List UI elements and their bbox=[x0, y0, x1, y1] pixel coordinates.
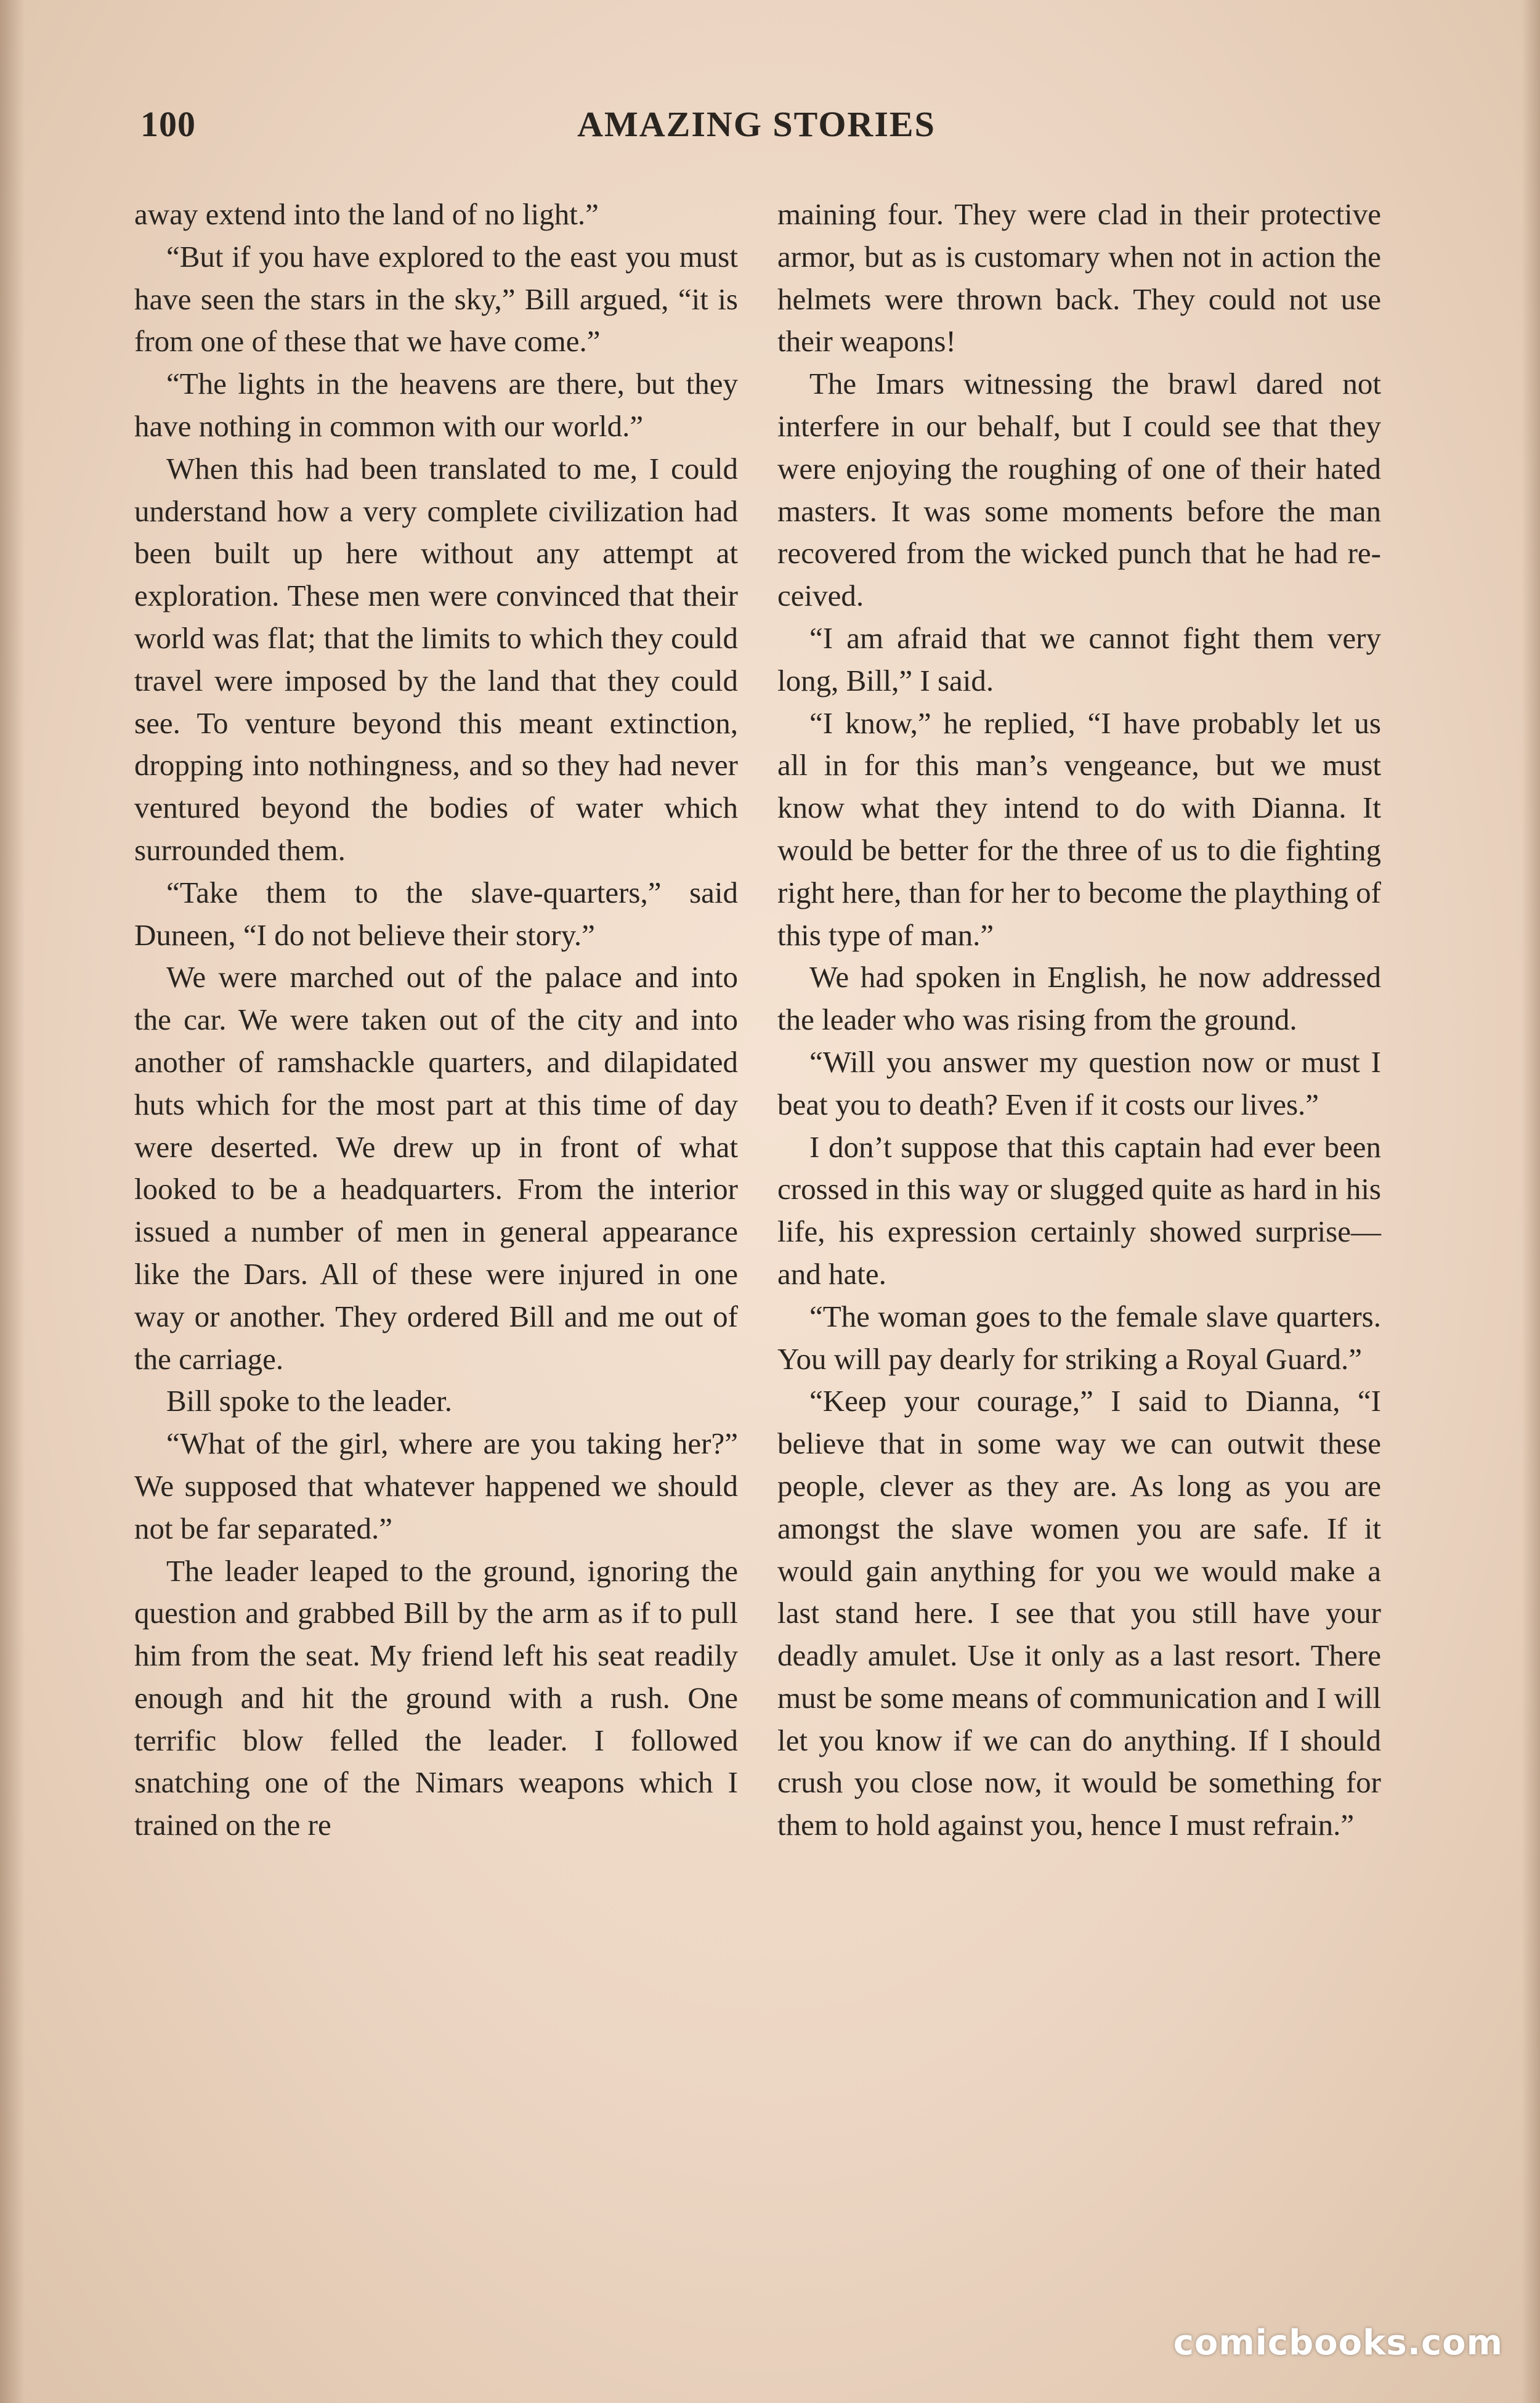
paragraph: The Imars witnessing the brawl dared not interfere in our behalf, but I could see that they were enjoying the roughing of one of their hated masters. It was some moments before the man recovered from the wicked punch that he had received. bbox=[777, 367, 1381, 613]
paragraph: maining four. They were clad in their protective armor, but as is customary when not in action the helmets were thrown back. They could not use their weapons! bbox=[777, 197, 1381, 359]
paragraph: “The lights in the heavens are there, but they have nothing in common with our world.” bbox=[134, 367, 738, 443]
page-number: 100 bbox=[140, 104, 196, 144]
paragraph: We had spoken in English, he now addressed the leader who was rising from the ground. bbox=[777, 960, 1381, 1037]
paragraph: “Take them to the slave-quarters,” said Duneen, “I do not believe their story.” bbox=[134, 875, 738, 952]
paragraph: I don’t suppose that this captain had ever been crossed in this way or slugged quite as hard in his life, his expression certainly showed surprise—and hate. bbox=[777, 1129, 1381, 1291]
paragraph: The leader leaped to the ground, ignoring the question and grabbed Bill by the arm as if to pull him from the seat. My friend left his seat readily enough and hit the ground with a rush. One terrific blow felled the leader. I followed snatching one of the Nimars weapons which I trained on the re bbox=[134, 1553, 738, 1842]
paragraph: “Keep your courage,” I said to Dianna, “I believe that in some way we can outwit these people, clever as they are. As long as you are amongst the slave women you are safe. If it would gain anything for you we would make a last stand here. I see that you still have your deadly amulet. Use it only as a last resort. There must be some means of communication and I will let you know if we can do anything. If I should crush you close now, it would be something for them to hold against you, hence I must refrain.” bbox=[777, 1384, 1381, 1842]
page-edge-shadow-right bbox=[1522, 0, 1540, 2403]
text-column-right bbox=[777, 193, 1381, 1847]
paragraph: “What of the girl, where are you taking her?” We supposed that whatever happened we should not be far separated.” bbox=[134, 1426, 738, 1545]
paragraph: Bill spoke to the leader. bbox=[166, 1384, 453, 1418]
paragraph: “But if you have explored to the east you must have seen the stars in the sky,” Bill argued, “it is from one of these that we have come.” bbox=[134, 239, 738, 359]
paragraph: “I am afraid that we cannot fight them very long, Bill,” I said. bbox=[777, 620, 1381, 697]
paragraph: “Will you answer my question now or must I beat you to death? Even if it costs our lives.” bbox=[777, 1044, 1381, 1121]
running-title: AMAZING STORIES bbox=[577, 104, 936, 144]
paragraph: “I know,” he replied, “I have probably let us all in for this man’s vengeance, but we must know what they intend to do with Dianna. It would be better for the three of us to die fighting right here, than for her to become the plaything of this type of man.” bbox=[777, 705, 1381, 952]
text-column-left bbox=[134, 193, 738, 1847]
paragraph: When this had been translated to me, I could understand how a very complete civilization had been built up here without any attempt at exploration. These men were convinced that their world was flat; that the limits to which they could travel were imposed by the land that they could see. To venture beyond this meant extinction, dropping into nothingness, and so they had never ventured beyond the bodies of water which surrounded them. bbox=[134, 451, 738, 867]
paragraph: We were marched out of the palace and into the car. We were taken out of the city and into another of ramshackle quarters, and dilapidated huts which for the most part at this time of day were deserted. We drew up in front of what looked to be a headquarters. From the interior issued a number of men in general appearance like the Dars. All of these were injured in one way or another. They ordered Bill and me out of the carriage. bbox=[134, 960, 738, 1376]
site-watermark: comicbooks.com bbox=[1173, 2323, 1503, 2363]
paragraph: away extend into the land of no light.” bbox=[134, 197, 599, 231]
paragraph: “The woman goes to the female slave quarters. You will pay dearly for striking a Royal Guard.” bbox=[777, 1299, 1381, 1376]
page-header bbox=[140, 104, 1372, 159]
page-edge-shadow-left bbox=[0, 0, 25, 2403]
